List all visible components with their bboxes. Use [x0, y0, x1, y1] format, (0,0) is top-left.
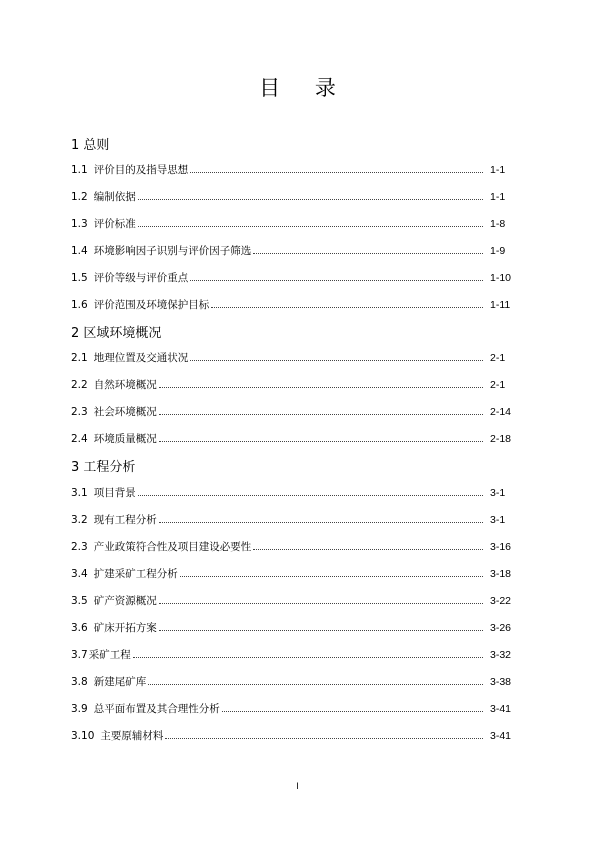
- entry-page: 1-11: [490, 299, 511, 311]
- dot-leader: [159, 629, 483, 631]
- entry-page: 2-1: [490, 352, 506, 364]
- toc-entry[interactable]: [71, 162, 516, 176]
- entry-number: 3.6: [71, 622, 88, 634]
- dot-leader: [253, 252, 483, 254]
- entry-title: 环境影响因子识别与评价因子筛选: [93, 245, 252, 257]
- entry-page: 1-8: [490, 218, 506, 230]
- entry-number: 3.2: [71, 514, 88, 526]
- entry-page: 2-18: [490, 433, 512, 445]
- toc-entry[interactable]: [71, 593, 516, 607]
- entry-number: 2.2: [71, 379, 88, 391]
- entry-page: 3-41: [490, 730, 512, 742]
- dot-leader: [253, 548, 483, 550]
- toc-entry[interactable]: [71, 350, 516, 364]
- toc-entry[interactable]: [71, 243, 516, 257]
- entry-page: 3-22: [490, 595, 512, 607]
- entry-number: 3.8: [71, 676, 88, 688]
- entry-title: 采矿工程: [88, 649, 131, 661]
- dot-leader: [159, 602, 483, 604]
- toc-entry[interactable]: [71, 701, 516, 715]
- dot-leader: [159, 413, 483, 415]
- entry-title: 编制依据: [93, 191, 136, 203]
- toc-entry[interactable]: [71, 189, 516, 203]
- entry-title: 评价标准: [93, 218, 136, 230]
- dot-leader: [165, 737, 483, 739]
- entry-page: 2-14: [490, 406, 512, 418]
- dot-leader: [190, 171, 483, 173]
- entry-page: 3-18: [490, 568, 512, 580]
- toc-entry[interactable]: [71, 620, 516, 634]
- dot-leader: [211, 306, 483, 308]
- entry-title: 矿床开拓方案: [93, 622, 157, 634]
- toc-entry[interactable]: [71, 270, 516, 284]
- entry-title: 主要原辅材料: [100, 730, 164, 742]
- entry-title: 环境质量概况: [93, 433, 157, 445]
- dot-leader: [159, 386, 483, 388]
- entry-number: 3.7: [71, 649, 88, 661]
- entry-title: 地理位置及交通状况: [93, 352, 189, 364]
- toc-entry[interactable]: [71, 539, 516, 553]
- entry-title: 总平面布置及其合理性分析: [93, 703, 220, 715]
- dot-leader: [222, 710, 483, 712]
- toc-entry[interactable]: [71, 297, 516, 311]
- entry-title: 项目背景: [93, 487, 136, 499]
- entry-number: 1.5: [71, 272, 88, 284]
- toc-entry[interactable]: [71, 566, 516, 580]
- entry-number: 3.10: [71, 730, 95, 742]
- toc-entry[interactable]: [71, 216, 516, 230]
- entry-number: 2.1: [71, 352, 88, 364]
- toc-entry[interactable]: [71, 674, 516, 688]
- entry-title: 扩建采矿工程分析: [93, 568, 178, 580]
- page-title: 目 录: [259, 76, 350, 100]
- entry-page: 3-41: [490, 703, 512, 715]
- entry-page: 3-1: [490, 487, 506, 499]
- entry-title: 社会环境概况: [93, 406, 157, 418]
- entry-number: 3.4: [71, 568, 88, 580]
- entry-title: 矿产资源概况: [93, 595, 157, 607]
- entry-number: 1.1: [71, 164, 88, 176]
- toc-entry[interactable]: [71, 647, 516, 661]
- entry-title: 评价范围及环境保护目标: [93, 299, 210, 311]
- entry-title: 新建尾矿库: [93, 676, 147, 688]
- toc-entry[interactable]: [71, 377, 516, 391]
- entry-title: 评价目的及指导思想: [93, 164, 189, 176]
- dot-leader: [133, 656, 483, 658]
- entry-number: 3.5: [71, 595, 88, 607]
- entry-page: 3-32: [490, 649, 512, 661]
- toc-entry[interactable]: [71, 404, 516, 418]
- dot-leader: [180, 575, 483, 577]
- chapter-heading-3: 3 工程分析: [71, 460, 136, 475]
- entry-page: 3-38: [490, 676, 512, 688]
- entry-number: 3.9: [71, 703, 88, 715]
- toc-entry[interactable]: [71, 512, 516, 526]
- entry-title: 评价等级与评价重点: [93, 272, 189, 284]
- dot-leader: [138, 225, 483, 227]
- entry-title: 现有工程分析: [93, 514, 157, 526]
- entry-page: 1-9: [490, 245, 506, 257]
- dot-leader: [190, 279, 483, 281]
- dot-leader: [190, 359, 483, 361]
- entry-page: 1-1: [490, 191, 506, 203]
- dot-leader: [159, 521, 483, 523]
- toc-entry[interactable]: [71, 485, 516, 499]
- entry-number: 2.3: [71, 406, 88, 418]
- entry-number: 1.2: [71, 191, 88, 203]
- toc-entry[interactable]: [71, 728, 516, 742]
- dot-leader: [148, 683, 483, 685]
- entry-number: 2.3: [71, 541, 88, 553]
- entry-number: 2.4: [71, 433, 88, 445]
- entry-page: 2-1: [490, 379, 506, 391]
- entry-number: 1.4: [71, 245, 88, 257]
- toc-entry[interactable]: [71, 431, 516, 445]
- entry-number: 3.1: [71, 487, 88, 499]
- chapter-heading-1: 1 总则: [71, 138, 110, 153]
- entry-title: 产业政策符合性及项目建设必要性: [93, 541, 252, 553]
- chapter-heading-2: 2 区域环境概况: [71, 326, 162, 341]
- entry-page: 3-1: [490, 514, 506, 526]
- entry-page: 3-16: [490, 541, 512, 553]
- entry-number: 1.3: [71, 218, 88, 230]
- entry-title: 自然环境概况: [93, 379, 157, 391]
- entry-page: 1-1: [490, 164, 506, 176]
- dot-leader: [159, 440, 483, 442]
- entry-page: 3-26: [490, 622, 512, 634]
- dot-leader: [138, 494, 483, 496]
- page-number: I: [296, 781, 299, 791]
- entry-page: 1-10: [490, 272, 512, 284]
- dot-leader: [138, 198, 483, 200]
- entry-number: 1.6: [71, 299, 88, 311]
